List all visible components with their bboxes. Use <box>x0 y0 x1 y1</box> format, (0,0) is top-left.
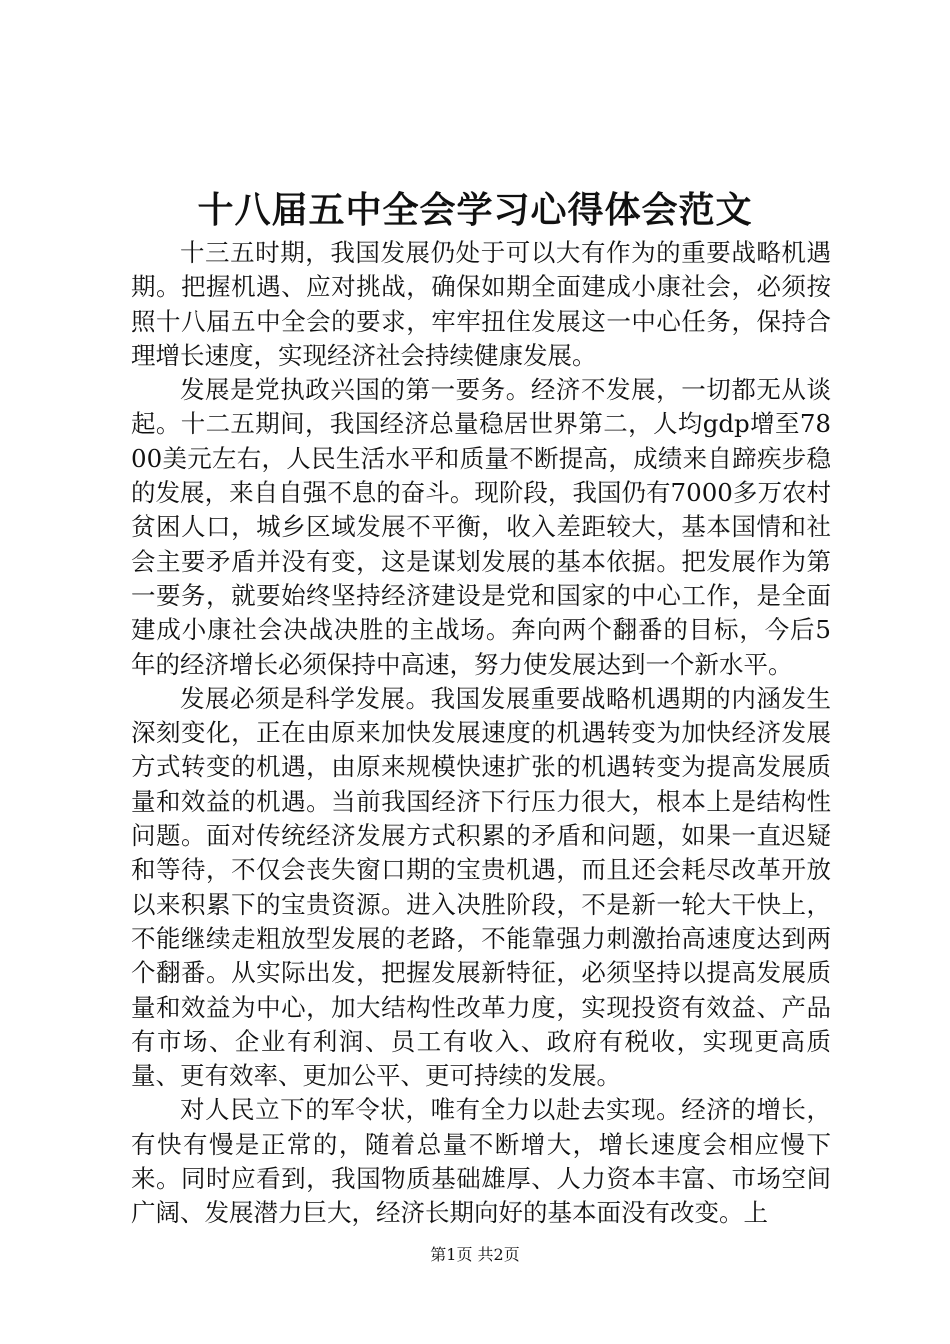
page-number-footer: 第1页 共2页 <box>430 1245 520 1264</box>
document-body <box>131 236 831 1231</box>
paragraph-3: 发展必须是科学发展。我国发展重要战略机遇期的内涵发生深刻变化，正在由原来加快发展速度的机遇转变为加快经济发展方式转变的机遇，由原来规模快速扩张的机遇转变为提高发展质量和效益的机遇。当前我国经济下行压力很大，根本上是结构性问题。面对传统经济发展方式积累的矛盾和问题，如果一直迟疑和等待，不仅会丧失窗口期的宝贵机遇，而且还会耗尽改革开放以来积累下的宝贵资源。进入决胜阶段，不是新一轮大干快上，不能继续走粗放型发展的老路，不能靠强力刺激抬高速度达到两个翻番。从实际出发，把握发展新特征，必须坚持以提高发展质量和效益为中心，加大结构性改革力度，实现投资有效益、产品有市场、企业有利润、员工有收入、政府有税收，实现更高质量、更有效率、更加公平、更可持续的发展。 <box>131 683 831 1091</box>
paragraph-4: 对人民立下的军令状，唯有全力以赴去实现。经济的增长，有快有慢是正常的，随着总量不断增大，增长速度会相应慢下来。同时应看到，我国物质基础雄厚、人力资本丰富、市场空间广阔、发展潜力巨大，经济长期向好的基本面没有改变。上 <box>131 1095 831 1228</box>
paragraph-2: 发展是党执政兴国的第一要务。经济不发展，一切都无从谈起。十二五期间，我国经济总量稳居世界第二，人均gdp增至7800美元左右，人民生活水平和质量不断提高，成绩来自蹄疾步稳的发展，来自自强不息的奋斗。现阶段，我国仍有7000多万农村贫困人口，城乡区域发展不平衡，收入差距较大，基本国情和社会主要矛盾并没有变，这是谋划发展的基本依据。把发展作为第一要务，就要始终坚持经济建设是党和国家的中心工作，是全面建成小康社会决战决胜的主战场。奔向两个翻番的目标，今后5年的经济增长必须保持中高速，努力使发展达到一个新水平。 <box>131 375 831 679</box>
document-title: 十八届五中全会学习心得体会范文 <box>197 189 753 231</box>
paragraph-1: 十三五时期，我国发展仍处于可以大有作为的重要战略机遇期。把握机遇、应对挑战，确保如期全面建成小康社会，必须按照十八届五中全会的要求，牢牢扭住发展这一中心任务，保持合理增长速度，实现经济社会持续健康发展。 <box>131 238 831 370</box>
